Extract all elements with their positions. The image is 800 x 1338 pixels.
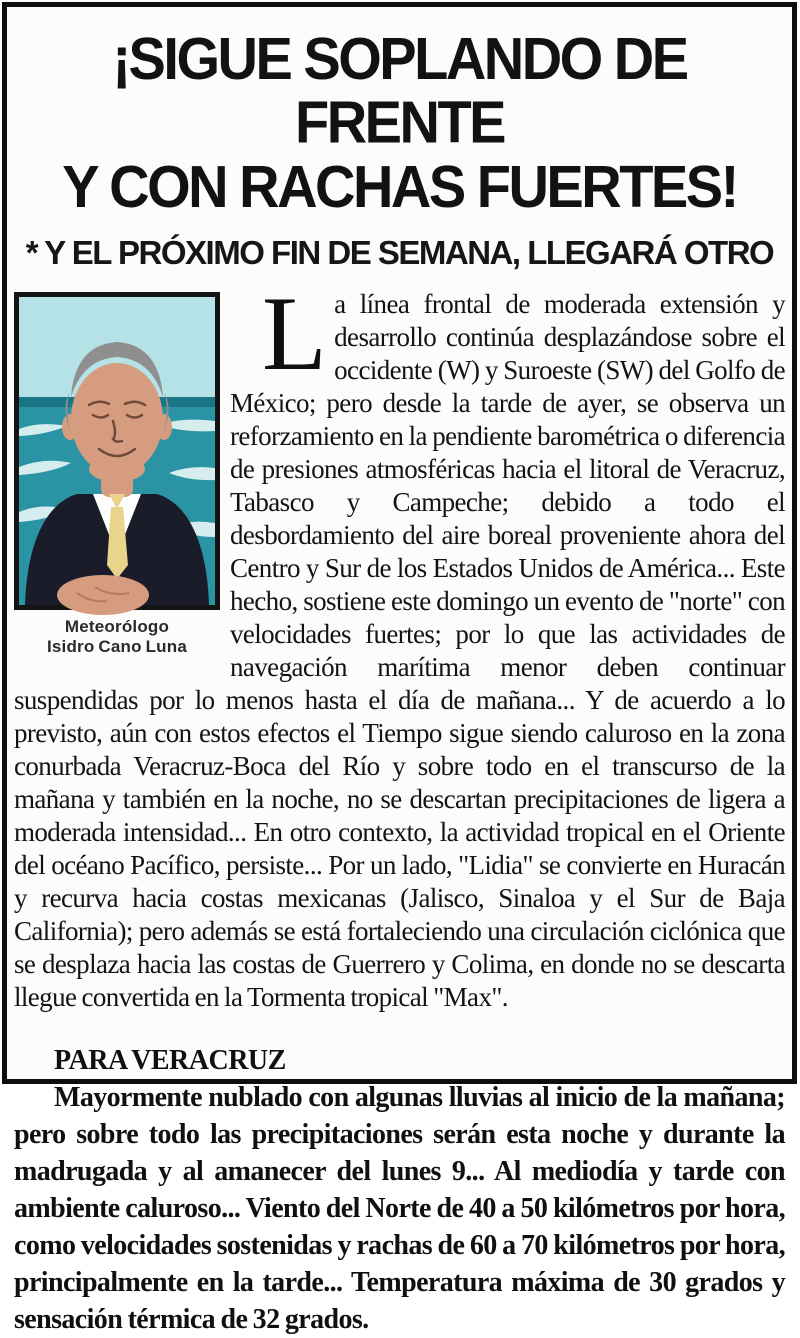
photo-caption-title: Meteorólogo [64, 617, 170, 637]
headline-line-1: ¡SIGUE SOPLANDO DE FRENTE [112, 24, 687, 156]
photo-hands [57, 575, 149, 615]
meteorologist-photo [14, 292, 220, 610]
headline-line-2: Y CON RACHAS FUERTES! [62, 153, 737, 220]
photo-caption [14, 617, 220, 657]
meteorologist-photo-figure [14, 292, 220, 657]
newspaper-page [2, 2, 797, 1336]
forecast-section-heading: PARA VERACRUZ [54, 1045, 286, 1077]
forecast-paragraph: Mayormente nublado con algunas lluvias al inicio de la mañana; pero sobre todo las precipitaciones serán esta noche y durante la madrugada y al amanecer del lunes 9... Al mediodía y tarde con ambiente caluroso... Viento del Norte de 40 a 50 kilómetros por hora, como velocidades sostenidas y rachas de 60 a 70 kilómetros por hora, principalmente en la tarde... Temperatura máxima de 30 grados y sensación térmica de 32 grados. [14, 1082, 785, 1336]
drop-cap: L [262, 275, 327, 393]
subheadline: * Y EL PRÓXIMO FIN DE SEMANA, LLEGARÁ OTRO [25, 234, 774, 272]
lead-paragraph-text: a línea frontal de moderada extensión y desarrollo continúa desplazándose sobre el occidente (W) y Suroeste (SW) del Golfo de México; pero desde la tarde de ayer, se observa un reforzamiento en la pendiente barométrica o diferencia de presiones atmosféricas hacia el litoral de Veracruz, Tabasco y Campeche; debido a todo el desbordamiento del aire boreal proveniente ahora del Centro y Sur de los Estados Unidos de América... Este hecho, sostiene este domingo un evento de "norte" con velocidades fuertes; por lo que las actividades de navegación marítima menor deben continuar suspendidas por lo menos hasta el día de mañana... Y de acuerdo a lo previsto, aún con estos efectos el Tiempo sigue siendo caluroso en la zona conurbada Veracruz-Boca del Río y sobre todo en el transcurso de la mañana y también en la noche, no se descartan precipitaciones de ligera a moderada intensidad... En otro contexto, la actividad tropical en el Oriente del océano Pacífico, persiste... Por un lado, "Lidia" se convierte en Huracán y recurva hacia costas mexicanas (Jalisco, Sinaloa y el Sur de Baja California); pero además se está fortaleciendo una circulación ciclónica que se desplaza hacia las costas de Guerrero y Colima, en donde no se descarta llegue convertida en la Tormenta tropical "Max". [14, 289, 785, 1013]
masthead [14, 24, 785, 272]
meteorologist-portrait-illustration [19, 297, 215, 605]
headline [14, 24, 785, 220]
photo-caption-name: Isidro Cano Luna [46, 637, 188, 657]
photo-chin [89, 456, 145, 482]
article-body [14, 275, 785, 1338]
